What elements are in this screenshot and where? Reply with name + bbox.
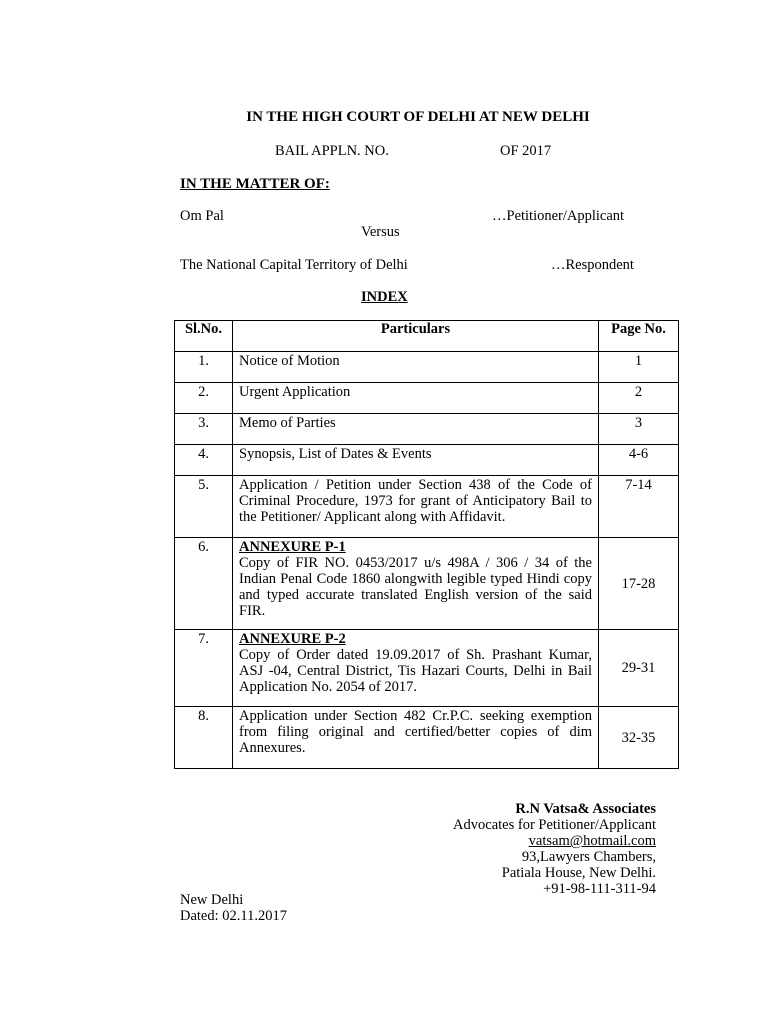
index-title: INDEX (361, 289, 408, 305)
row-particulars: Memo of Parties (233, 414, 599, 445)
date: Dated: 02.11.2017 (180, 908, 287, 924)
respondent-name: The National Capital Territory of Delhi (180, 257, 408, 273)
row-sl-no: 2. (175, 383, 233, 414)
in-the-matter-of-heading: IN THE MATTER OF: (180, 176, 330, 192)
column-header-sl-no: Sl.No. (175, 321, 233, 352)
column-header-particulars: Particulars (233, 321, 599, 352)
table-header-row (175, 321, 679, 352)
row-sl-no: 6. (175, 538, 233, 630)
row-particulars: Notice of Motion (233, 352, 599, 383)
row-particulars (233, 538, 599, 630)
annexure-heading: ANNEXURE P-2 (239, 631, 346, 647)
respondent-role: …Respondent (551, 257, 634, 273)
row-page-no: 3 (599, 414, 679, 445)
place: New Delhi (180, 892, 244, 908)
address-line-2: Patiala House, New Delhi. (501, 865, 656, 881)
row-sl-no: 4. (175, 445, 233, 476)
row-particulars: Application under Section 482 Cr.P.C. seeking exemption from filing original and certified/better copies of dim Annexures. (233, 707, 599, 769)
column-header-page-no: Page No. (599, 321, 679, 352)
versus-label: Versus (361, 224, 400, 240)
email-link[interactable]: vatsam@hotmail.com (528, 833, 656, 849)
row-particulars: Urgent Application (233, 383, 599, 414)
table-row (175, 538, 679, 630)
table-row (175, 476, 679, 538)
annexure-heading: ANNEXURE P-1 (239, 539, 346, 555)
table-row (175, 383, 679, 414)
table-row (175, 630, 679, 707)
advocate-signature-block (453, 801, 656, 897)
address-line-1: 93,Lawyers Chambers, (521, 849, 656, 865)
row-page-no: 29-31 (599, 630, 679, 707)
row-sl-no: 3. (175, 414, 233, 445)
annexure-description: Copy of Order dated 19.09.2017 of Sh. Prashant Kumar, ASJ -04, Central District, Tis Hazari Courts, Delhi in Bail Application No. 2054 of 2017. (239, 647, 592, 695)
row-sl-no: 7. (175, 630, 233, 707)
court-title: IN THE HIGH COURT OF DELHI AT NEW DELHI (246, 109, 590, 125)
row-sl-no: 8. (175, 707, 233, 769)
advocate-role: Advocates for Petitioner/Applicant (453, 817, 656, 833)
row-particulars: Synopsis, List of Dates & Events (233, 445, 599, 476)
petitioner-name: Om Pal (180, 208, 224, 224)
row-particulars: Application / Petition under Section 438 of the Code of Criminal Procedure, 1973 for grant of Anticipatory Bail to the Petitioner/ Applicant along with Affidavit. (233, 476, 599, 538)
row-sl-no: 5. (175, 476, 233, 538)
row-page-no: 17-28 (599, 538, 679, 630)
table-row (175, 445, 679, 476)
row-page-no: 32-35 (599, 707, 679, 769)
annexure-description: Copy of FIR NO. 0453/2017 u/s 498A / 306 / 34 of the Indian Penal Code 1860 alongwith legible typed Hindi copy and typed accurate translated English version of the said FIR. (239, 555, 592, 619)
row-page-no: 4-6 (599, 445, 679, 476)
phone-number: +91-98-111-311-94 (543, 881, 656, 897)
table-row (175, 414, 679, 445)
petitioner-role: …Petitioner/Applicant (492, 208, 625, 224)
firm-name: R.N Vatsa& Associates (515, 801, 656, 817)
row-page-no: 1 (599, 352, 679, 383)
row-page-no: 2 (599, 383, 679, 414)
index-table (174, 320, 679, 769)
row-particulars (233, 630, 599, 707)
bail-application-label: BAIL APPLN. NO. (275, 143, 389, 159)
row-page-no: 7-14 (599, 476, 679, 538)
table-row (175, 707, 679, 769)
table-row (175, 352, 679, 383)
row-sl-no: 1. (175, 352, 233, 383)
bail-application-year: OF 2017 (500, 143, 552, 159)
